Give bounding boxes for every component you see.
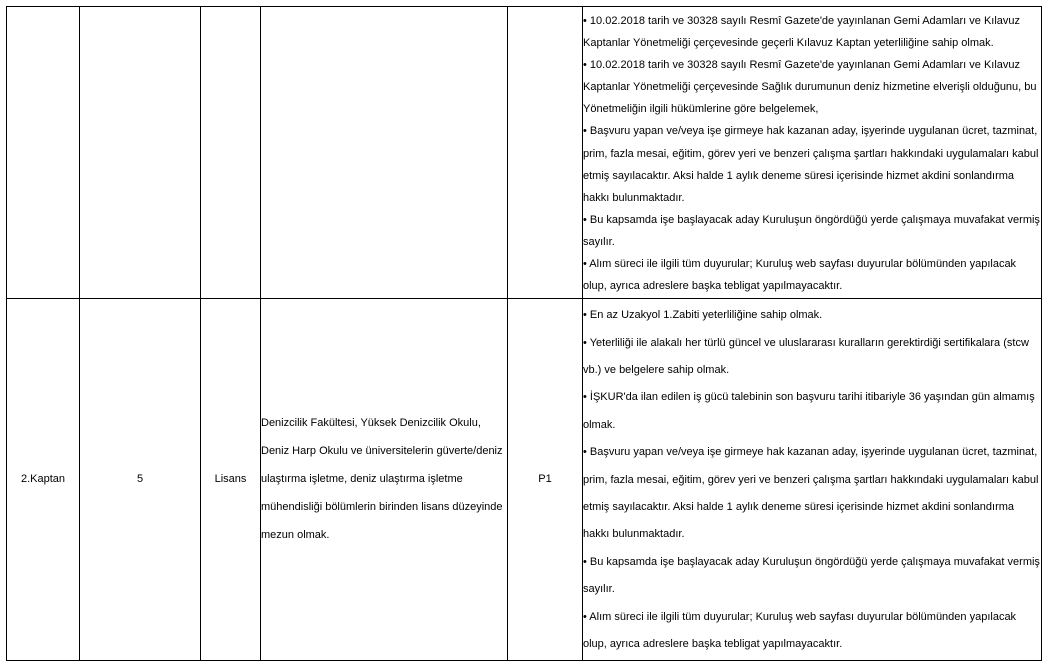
requirement-item: • Yeterliliği ile alakalı her türlü güncel ve uluslararası kuralların gerektirdiği sertifikalara (stcw vb.) ve belgelere sahip olmak.	[583, 336, 1029, 377]
education-level-cell: Lisans	[201, 299, 261, 660]
requirement-item: • Bu kapsamda işe başlayacak aday Kuruluşun öngördüğü yerde çalışmaya muvafakat vermiş sayılır.	[583, 555, 1040, 596]
requirement-item: • 10.02.2018 tarih ve 30328 sayılı Resmî Gazete'de yayınlanan Gemi Adamları ve Kılavuz Kaptanlar Yönetmeliği çerçevesinde geçerli Kılavuz Kaptan yeterliliğine sahip olmak.	[583, 15, 1021, 50]
education-level-cell	[201, 7, 261, 299]
requirement-item: • Başvuru yapan ve/veya işe girmeye hak kazanan aday, işyerinde uygulanan ücret, tazminat, prim, fazla mesai, eğitim, görev yeri ve benzeri çalışma şartları hakkındaki uygulamaları kabul etmiş sayılacaktır. Aksi halde 1 aylık deneme süresi içerisinde hizmet akdini sonlandırma hakkı bulunmaktadır.	[583, 446, 1039, 541]
kpss-type-cell	[508, 7, 583, 299]
count-cell	[80, 7, 201, 299]
table-row	[7, 299, 1042, 660]
count-cell: 5	[80, 299, 201, 660]
qualification-cell: Denizcilik Fakültesi, Yüksek Denizcilik Okulu, Deniz Harp Okulu ve üniversitelerin güverte/deniz ulaştırma işletme, deniz ulaştırma işletme mühendisliği bölümlerin birinden lisans düzeyinde mezun olmak.	[261, 299, 508, 660]
position-cell: 2.Kaptan	[7, 299, 80, 660]
job-requirements-table	[6, 6, 1042, 661]
requirement-item: • Alım süreci ile ilgili tüm duyurular; Kuruluş web sayfası duyurular bölümünden yapılacak olup, ayrıca adreslere başka tebligat yapılmayacaktır.	[583, 610, 1017, 651]
requirements-cell	[583, 7, 1042, 299]
requirement-item: • Bu kapsamda işe başlayacak aday Kuruluşun öngördüğü yerde çalışmaya muvafakat vermiş sayılır.	[583, 213, 1040, 248]
requirement-item: • Başvuru yapan ve/veya işe girmeye hak kazanan aday, işyerinde uygulanan ücret, tazminat, prim, fazla mesai, eğitim, görev yeri ve benzeri çalışma şartları hakkındaki uygulamaları kabul etmiş sayılacaktır. Aksi halde 1 aylık deneme süresi içerisinde hizmet akdini sonlandırma hakkı bulunmaktadır.	[583, 125, 1039, 204]
qualification-cell	[261, 7, 508, 299]
requirements-cell	[583, 299, 1042, 660]
kpss-type-cell: P1	[508, 299, 583, 660]
requirement-item: • 10.02.2018 tarih ve 30328 sayılı Resmî Gazete'de yayınlanan Gemi Adamları ve Kılavuz Kaptanlar Yönetmeliği çerçevesinde Sağlık durumunun deniz hizmetine elverişli olduğunu, bu Yönetmeliğin ilgili hükümlerine göre belgelemek,	[583, 59, 1037, 116]
table-row	[7, 7, 1042, 299]
requirement-item: • En az Uzakyol 1.Zabiti yeterliliğine sahip olmak.	[583, 309, 823, 322]
requirement-item: • İŞKUR'da ilan edilen iş gücü talebinin son başvuru tarihi itibariyle 36 yaşından gün almamış olmak.	[583, 391, 1035, 431]
requirement-item: • Alım süreci ile ilgili tüm duyurular; Kuruluş web sayfası duyurular bölümünden yapılacak olup, ayrıca adreslere başka tebligat yapılmayacaktır.	[583, 258, 1017, 293]
position-cell	[7, 7, 80, 299]
